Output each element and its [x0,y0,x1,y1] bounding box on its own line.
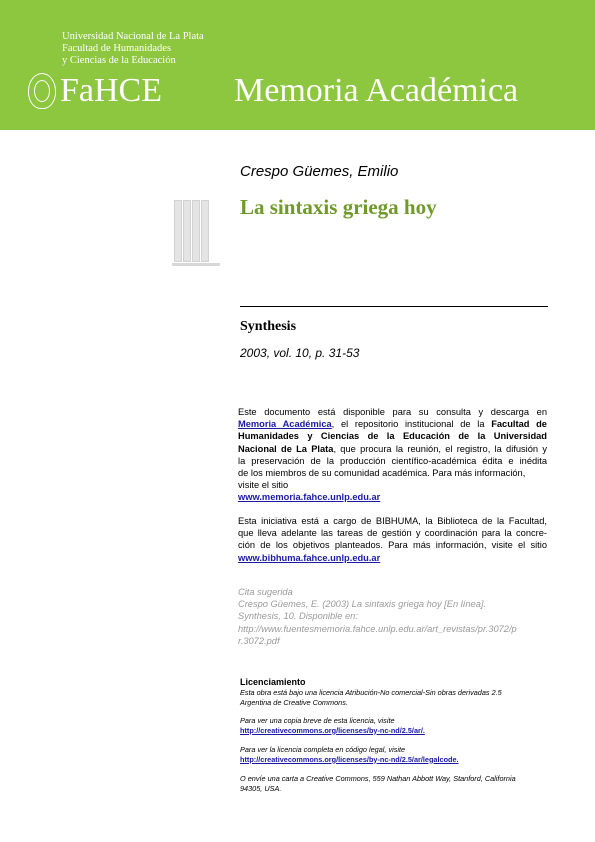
about-paragraph: Este documento está disponible para su consulta y descarga en Memoria Académica, el repositorio institucional de la Facultad de Humanidades y Ciencias de la Educación de la Universidad Nacional de La Plata, que procura la reunión, el registro, la difusión y la preservación de la producción científico-académica édita e inédita de los miembros de su comunidad académica. Para más información, visite el sitio www.memoria.fahce.unlp.edu.ar [238,407,547,503]
faculty-name-cont: y Ciencias de la Educación [62,55,176,66]
header-banner [0,0,595,130]
license-legalcode-link[interactable]: http://creativecommons.org/licenses/by-nc-nd/2.5/ar/legalcode. [240,754,459,764]
license-copy-link[interactable]: http://creativecommons.org/licenses/by-nc-nd/2.5/ar/. [240,725,425,735]
library-books-icon [172,200,220,272]
memoria-academica-link[interactable]: Memoria Académica [238,419,332,430]
bibhuma-url-link[interactable]: www.bibhuma.fahce.unlp.edu.ar [238,552,381,563]
document-author: Crespo Güemes, Emilio [240,163,399,180]
university-seal-icon [28,73,56,109]
memoria-url-link[interactable]: www.memoria.fahce.unlp.edu.ar [238,492,381,503]
license-copy: Para ver una copia breve de esta licencia, visite http://creativecommons.org/licenses/by-nc-nd/2.5/ar/. [240,716,425,735]
license-mail: O envíe una carta a Creative Commons, 559 Nathan Abbott Way, Stanford, California 94305, USA. [240,774,516,793]
journal-name: Synthesis [240,319,297,334]
divider [240,306,548,307]
citation-url: http://www.fuentesmemoria.fahce.unlp.edu.ar/art_revistas/pr.3072/p [238,623,517,634]
license-heading: Licenciamiento [240,677,306,687]
license-text: Esta obra está bajo una licencia Atribución-No comercial-Sin obras derivadas 2.5 Argentina de Creative Commons. [240,688,502,707]
repository-title: Memoria Académica [234,72,519,109]
fahce-logo: FaHCE [60,72,162,109]
faculty-name: Facultad de Humanidades [62,43,172,54]
journal-issue: 2003, vol. 10, p. 31-53 [240,346,360,360]
bibhuma-paragraph: Esta iniciativa está a cargo de BIBHUMA, la Biblioteca de la Facultad, que lleva adelante las tareas de gestión y coordinación para la concre- ción de los objetivos planteados. Para más información, visite el sitio www.bibhuma.fahce.unlp.edu.ar [238,516,547,563]
license-full: Para ver la licencia completa en código legal, visite http://creativecommons.org/licenses/by-nc-nd/2.5/ar/legalcode. [240,745,459,764]
document-title: La sintaxis griega hoy [240,195,437,219]
suggested-citation: Cita sugerida Crespo Güemes, E. (2003) La sintaxis griega hoy [En línea]. Synthesis, 10. Disponible en: http://www.fuentesmemoria.fahce.unlp.edu.ar/art_revistas/pr.3072/p r.3072.pdf [238,586,547,647]
university-name: Universidad Nacional de La Plata [62,31,204,42]
